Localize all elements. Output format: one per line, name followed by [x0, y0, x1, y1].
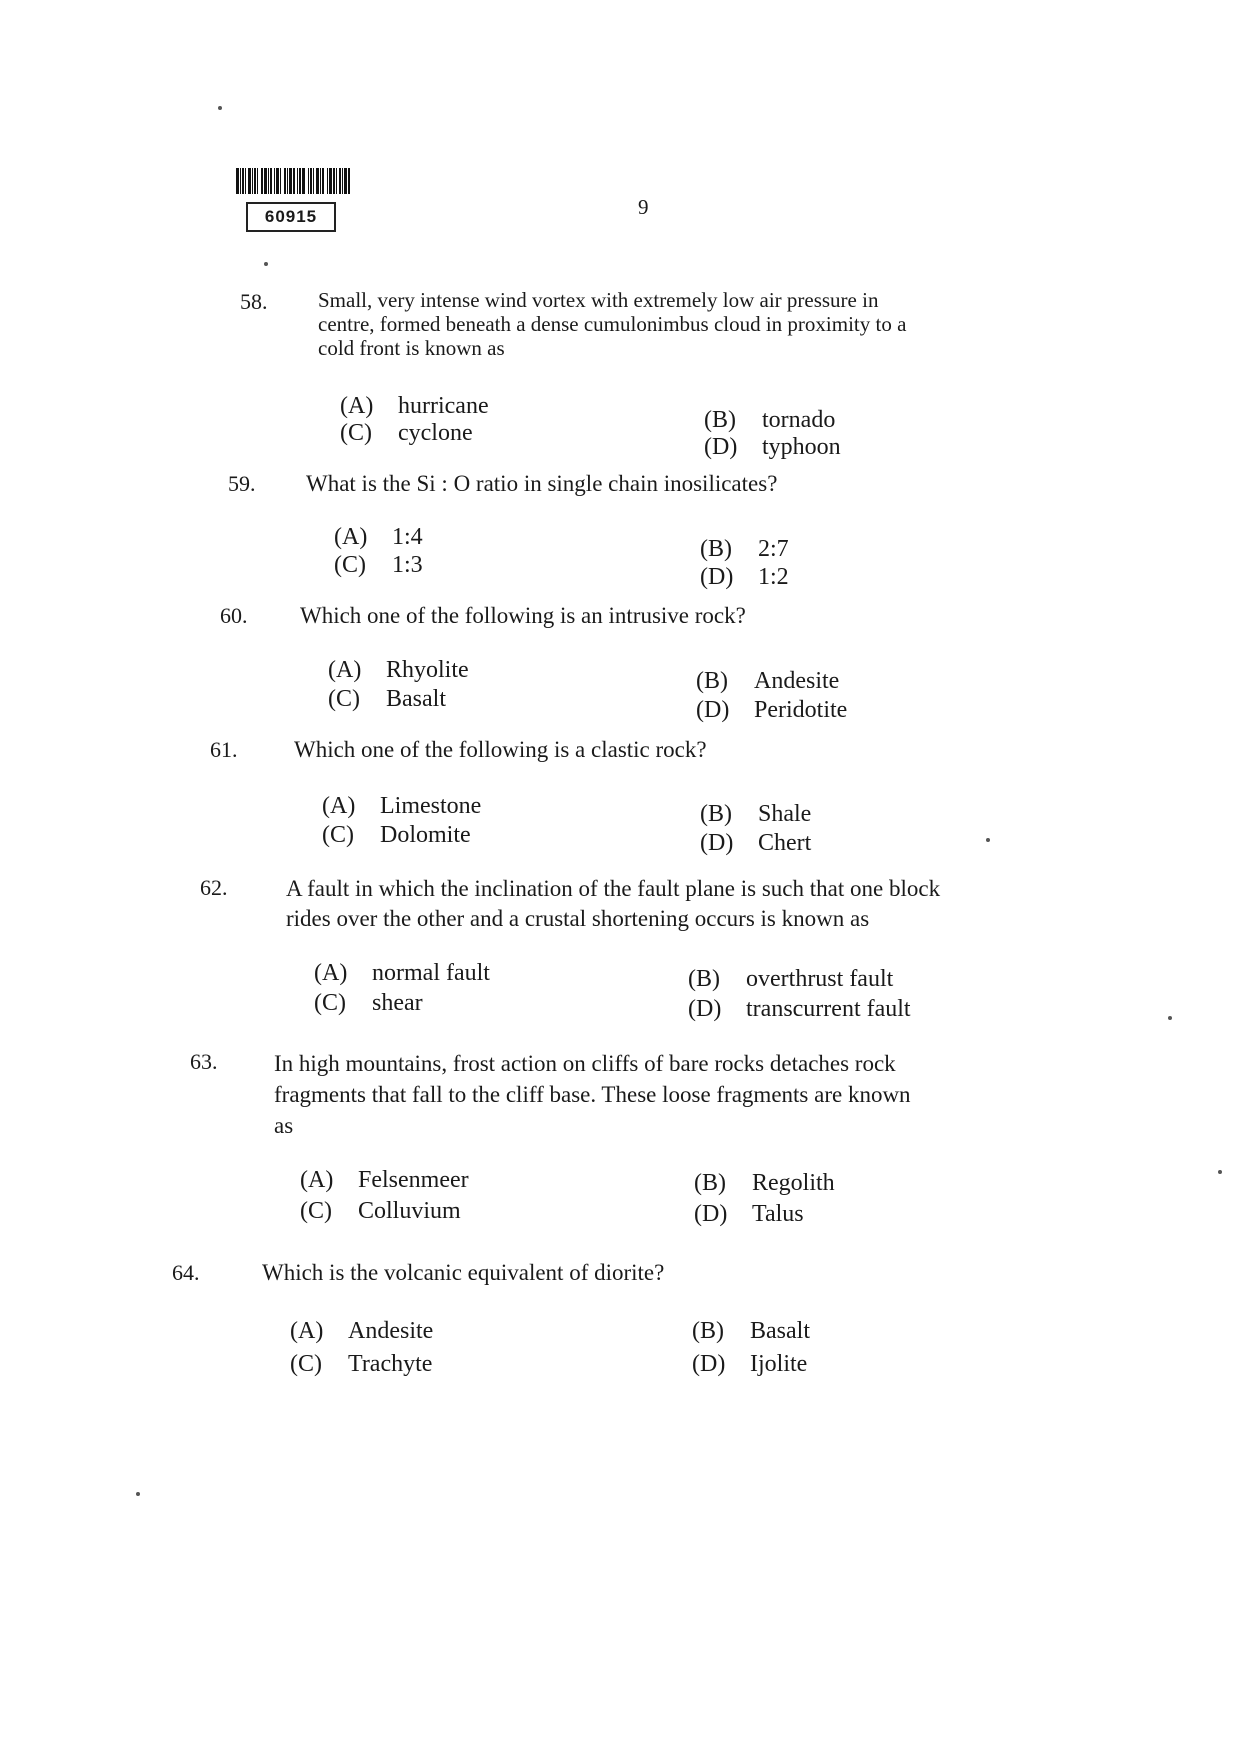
- option-c[interactable]: (C) cyclone: [340, 420, 473, 446]
- option-a[interactable]: (A) Felsenmeer: [300, 1167, 469, 1193]
- option-d[interactable]: (D) 1:2: [700, 564, 789, 590]
- scan-speck: [986, 838, 990, 842]
- question-number: 58.: [240, 289, 268, 314]
- scan-speck: [218, 106, 222, 110]
- question-number: 59.: [228, 471, 256, 496]
- option-b[interactable]: (B) Andesite: [696, 668, 840, 694]
- option-b[interactable]: (B) Basalt: [692, 1318, 810, 1344]
- scan-speck: [1168, 1016, 1172, 1020]
- question-number: 63.: [190, 1049, 218, 1074]
- question-61: [210, 736, 1040, 766]
- option-a[interactable]: (A) 1:4: [334, 524, 423, 550]
- option-c[interactable]: (C) Basalt: [328, 686, 446, 712]
- question-62: [200, 874, 1070, 934]
- scan-speck: [136, 1492, 140, 1496]
- question-59: [228, 470, 1048, 500]
- option-d[interactable]: (D) Peridotite: [696, 697, 848, 723]
- question-text: A fault in which the inclination of the fault plane is such that one block rides over the other and a crustal shortening occurs is known as: [286, 876, 941, 931]
- question-number: 62.: [200, 875, 228, 900]
- option-a[interactable]: (A) hurricane: [340, 393, 489, 419]
- option-c[interactable]: (C) Trachyte: [290, 1351, 433, 1377]
- option-c[interactable]: (C) Colluvium: [300, 1198, 461, 1224]
- question-text: Which one of the following is a clastic rock?: [294, 737, 707, 762]
- option-c[interactable]: (C) 1:3: [334, 552, 423, 578]
- question-text: Which is the volcanic equivalent of diorite?: [262, 1260, 665, 1285]
- paper-code: 60915: [246, 202, 336, 232]
- option-c[interactable]: (C) shear: [314, 990, 423, 1016]
- question-text: Which one of the following is an intrusive rock?: [300, 603, 746, 628]
- question-number: 60.: [220, 603, 248, 628]
- scan-speck: [264, 262, 268, 266]
- option-a[interactable]: (A) normal fault: [314, 960, 490, 986]
- scan-speck: [1218, 1170, 1222, 1174]
- question-text: In high mountains, frost action on cliffs of bare rocks detaches rock fragments that fall to the cliff base. These loose fragments are known as: [274, 1051, 911, 1138]
- question-64: [172, 1259, 1032, 1291]
- question-text: What is the Si : O ratio in single chain inosilicates?: [306, 471, 778, 496]
- option-b[interactable]: (B) tornado: [704, 407, 836, 433]
- option-a[interactable]: (A) Andesite: [290, 1318, 434, 1344]
- option-d[interactable]: (D) transcurrent fault: [688, 996, 911, 1022]
- option-a[interactable]: (A) Limestone: [322, 793, 482, 819]
- option-d[interactable]: (D) typhoon: [704, 434, 841, 460]
- option-c[interactable]: (C) Dolomite: [322, 822, 471, 848]
- question-number: 61.: [210, 737, 238, 762]
- question-number: 64.: [172, 1260, 200, 1285]
- option-d[interactable]: (D) Chert: [700, 830, 812, 856]
- question-text: Small, very intense wind vortex with extremely low air pressure in centre, formed beneath a dense cumulonimbus cloud in proximity to a cold front is known as: [318, 288, 907, 360]
- page-number: 9: [638, 195, 649, 219]
- option-b[interactable]: (B) Shale: [700, 801, 812, 827]
- option-b[interactable]: (B) overthrust fault: [688, 966, 894, 992]
- option-a[interactable]: (A) Rhyolite: [328, 657, 469, 683]
- option-b[interactable]: (B) 2:7: [700, 536, 789, 562]
- barcode-icon: [236, 168, 390, 194]
- option-d[interactable]: (D) Talus: [694, 1201, 804, 1227]
- option-d[interactable]: (D) Ijolite: [692, 1351, 808, 1377]
- option-b[interactable]: (B) Regolith: [694, 1170, 835, 1196]
- question-60: [220, 602, 1040, 632]
- question-63: [190, 1048, 1080, 1143]
